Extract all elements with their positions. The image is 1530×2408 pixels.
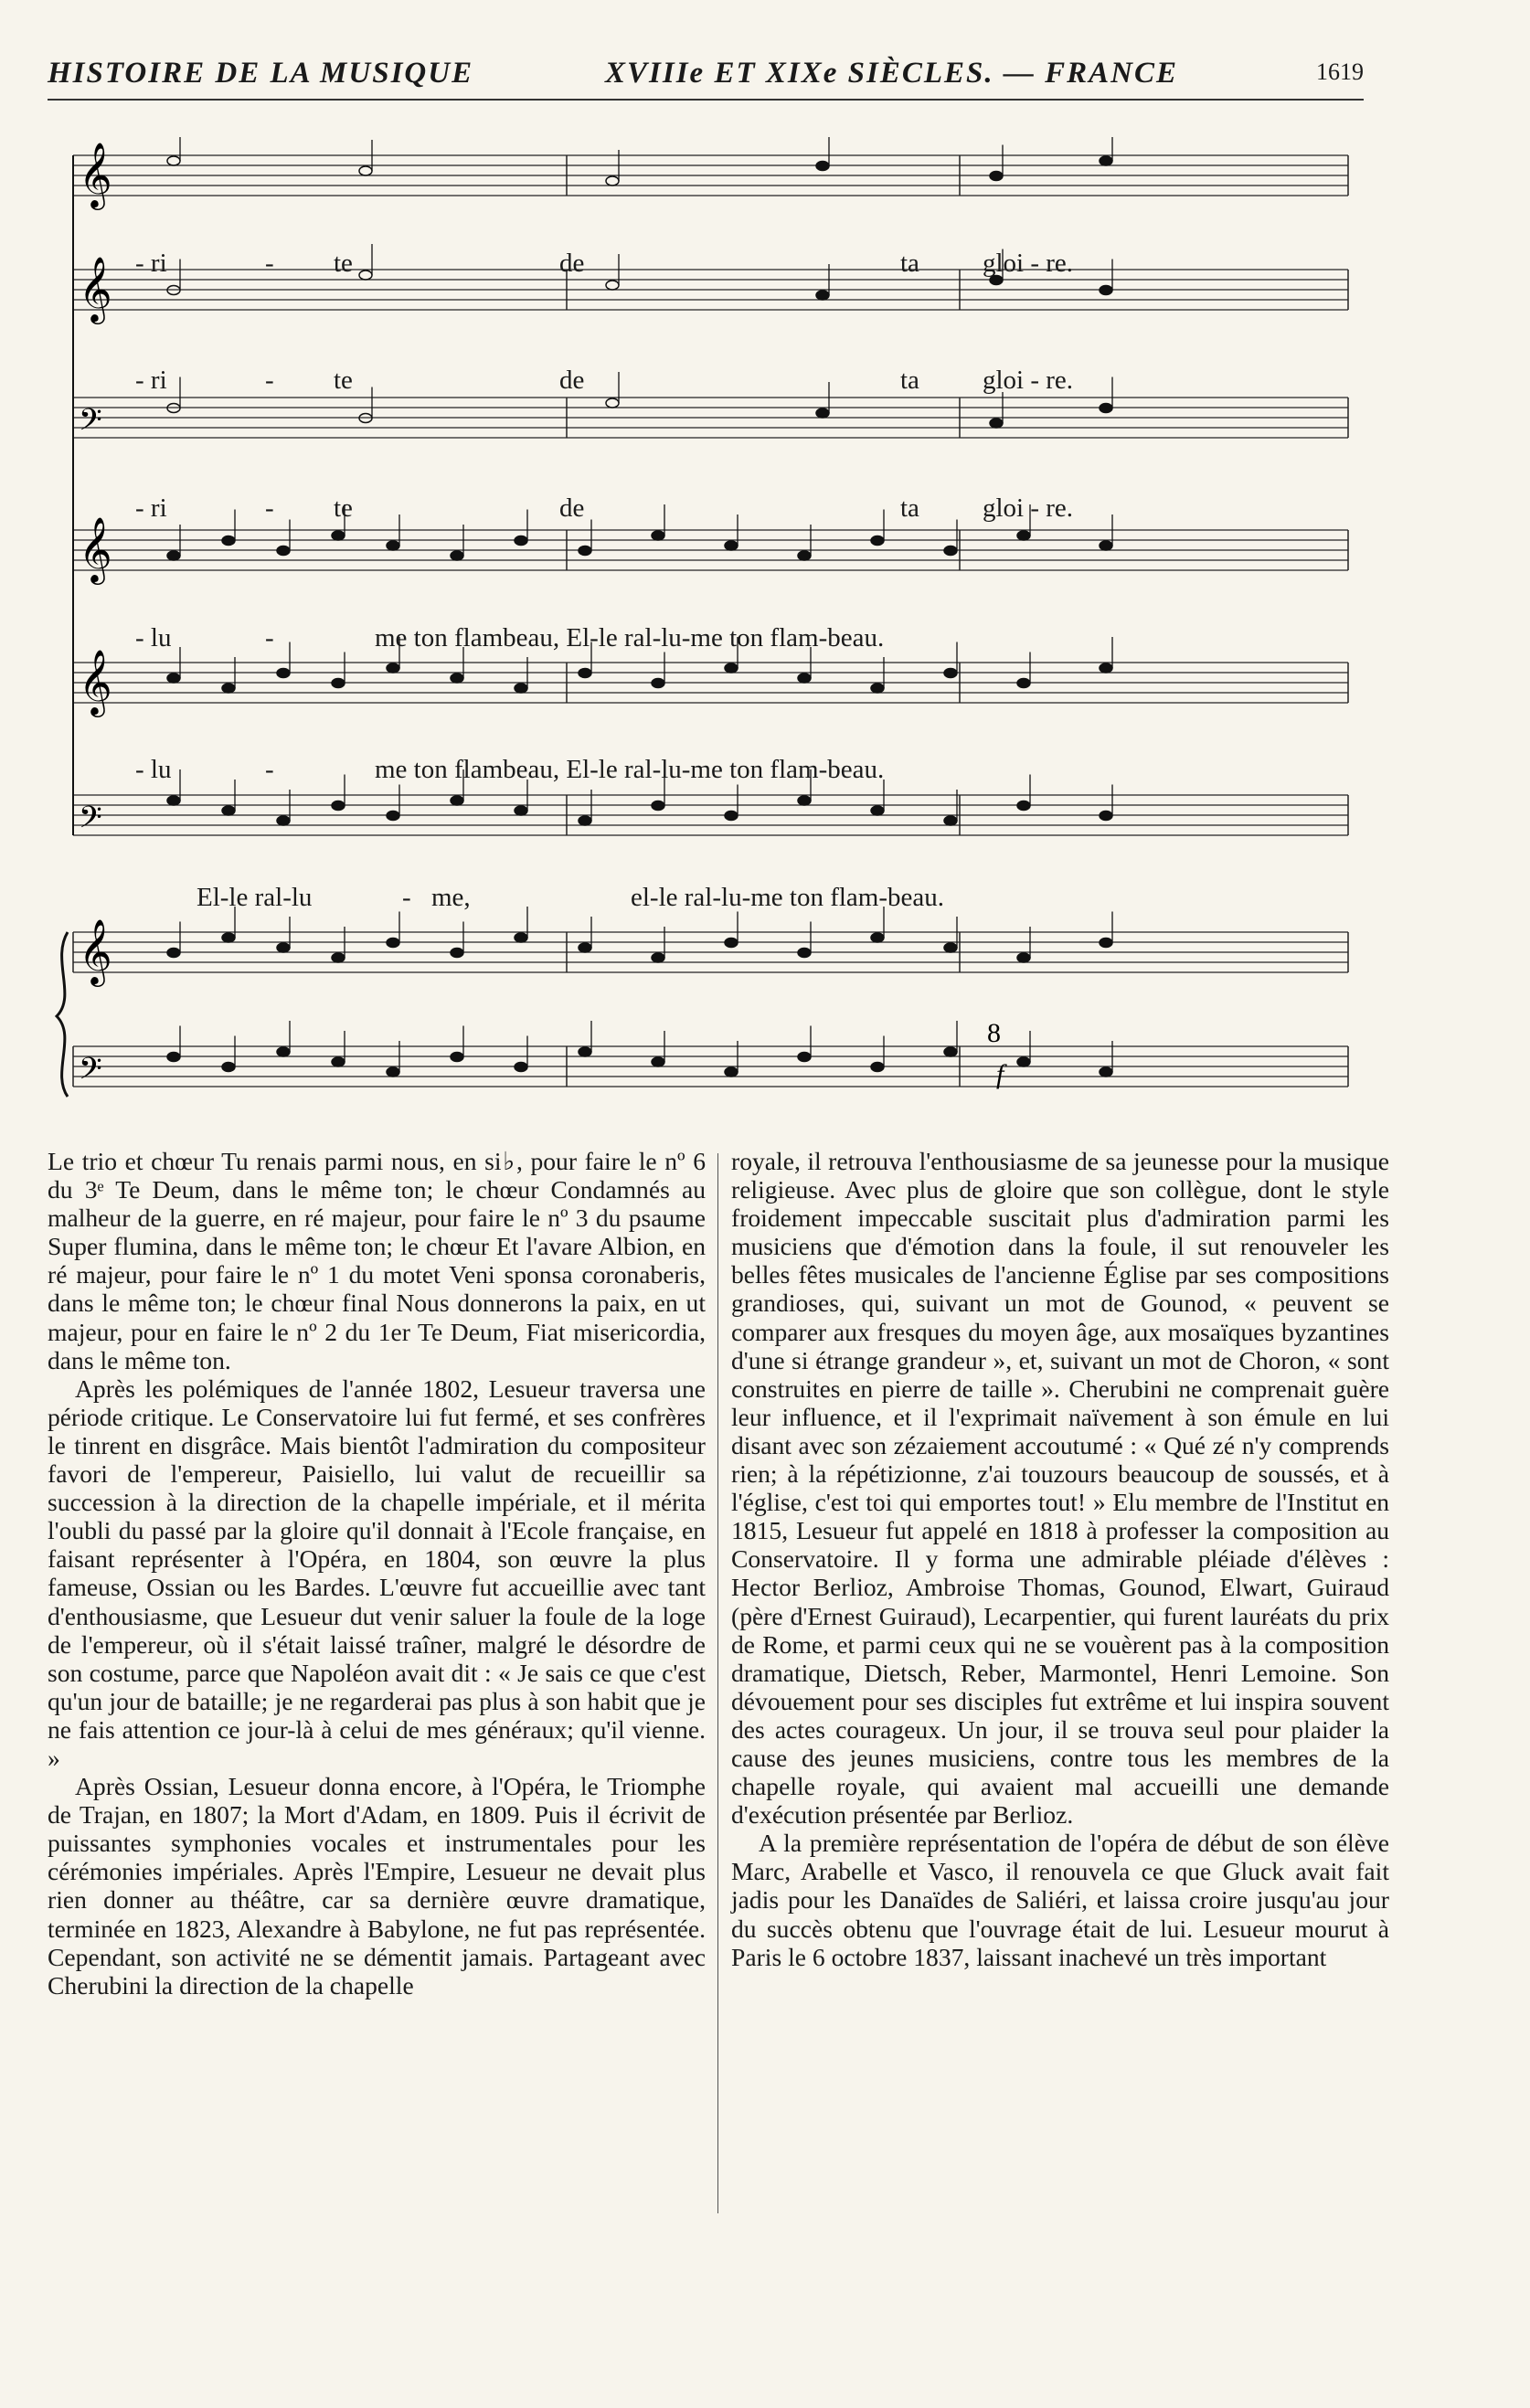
notehead	[816, 162, 829, 171]
notehead	[515, 806, 527, 815]
notehead	[277, 943, 290, 952]
notehead	[222, 1063, 235, 1072]
paragraph: A la première représentation de l'opéra de début de son élève Marc, Arabelle et Vasco, il renouvela ce que Gluck avait fait jadis pour les Danaïdes de Saliéri, et laissa croire jusqu'au jour du succès obtenu que l'ouvrage était de lui. Lesueur mourut à Paris le 6 octobre 1837, laissant inachevé un très important	[731, 1829, 1389, 1971]
dynamic-marking: f	[996, 1059, 1004, 1089]
notehead	[1100, 939, 1112, 948]
lyric-syllable: me,	[431, 883, 471, 912]
notehead	[798, 796, 811, 805]
bass-clef: 𝄢	[79, 1052, 102, 1094]
notehead	[579, 1047, 591, 1056]
brace	[57, 932, 68, 1097]
page-number: 1619	[1316, 58, 1364, 85]
notehead	[725, 939, 738, 948]
lyric-syllable: -	[265, 366, 274, 395]
notehead	[798, 1053, 811, 1062]
notehead	[1100, 663, 1112, 673]
treble-clef: 𝄞	[79, 648, 112, 715]
notehead	[606, 176, 619, 186]
running-header	[48, 57, 1364, 102]
notehead	[1100, 404, 1112, 413]
notehead	[871, 684, 884, 693]
lyric-syllable: ta	[900, 493, 919, 523]
notehead	[515, 1063, 527, 1072]
notehead	[387, 939, 399, 948]
score-staves	[55, 137, 1353, 1106]
notehead	[1100, 1067, 1112, 1077]
notehead	[798, 674, 811, 683]
notehead	[990, 172, 1003, 181]
header-title: HISTOIRE DE LA MUSIQUE	[48, 57, 474, 90]
notehead	[277, 546, 290, 556]
notehead	[167, 156, 180, 165]
notehead	[387, 812, 399, 821]
lyric-syllable: ta	[900, 249, 919, 278]
notehead	[277, 669, 290, 678]
notehead	[387, 663, 399, 673]
notehead	[332, 1057, 345, 1066]
notehead	[359, 271, 372, 280]
notehead	[451, 796, 463, 805]
lyric-syllable: te	[334, 493, 353, 523]
notehead	[387, 541, 399, 550]
notehead	[725, 541, 738, 550]
notehead	[1100, 812, 1112, 821]
lyric-syllable: - ri	[135, 366, 167, 395]
notehead	[332, 953, 345, 962]
notehead	[167, 949, 180, 958]
notehead	[332, 531, 345, 540]
notehead	[871, 933, 884, 942]
notehead	[515, 933, 527, 942]
notehead	[871, 806, 884, 815]
notehead	[222, 933, 235, 942]
lyric-syllable: te	[334, 366, 353, 395]
notehead	[222, 806, 235, 815]
notehead	[222, 536, 235, 546]
notehead	[725, 663, 738, 673]
notehead	[515, 536, 527, 546]
lyric-syllable: - ri	[135, 249, 167, 278]
paragraph: Après Ossian, Lesueur donna encore, à l'Opéra, le Triomphe de Trajan, en 1807; la Mort d'Adam, en 1809. Puis il écrivit de puissantes symphonies vocales et instrumentales pour les cérémonies impériales. Après l'Empire, Lesueur ne devait plus rien donner au théâtre, car sa dernière œuvre dramatique, terminée en 1823, Alexandre à Babylone, ne fut pas représentée. Cependant, son activité ne se démentit jamais. Partageant avec Cherubini la direction de la chapelle	[48, 1772, 706, 2000]
lyric-syllable: -	[265, 623, 274, 652]
lyric-syllable: - lu	[135, 623, 172, 652]
notehead	[277, 816, 290, 825]
lyric-syllable: gloi - re.	[983, 249, 1074, 278]
lyric-syllable: te	[334, 249, 353, 278]
notehead	[652, 531, 664, 540]
notehead	[451, 674, 463, 683]
lyric-syllable: -	[402, 883, 411, 912]
notehead	[816, 408, 829, 418]
lyric-syllable: El-le ral-lu	[197, 883, 313, 912]
notehead	[944, 1047, 957, 1056]
notehead	[167, 796, 180, 805]
notehead	[606, 398, 619, 408]
notehead	[1017, 953, 1030, 962]
lyric-syllable: - lu	[135, 755, 172, 784]
notehead	[515, 684, 527, 693]
notehead	[944, 943, 957, 952]
treble-clef: 𝄞	[79, 255, 112, 322]
treble-clef: 𝄞	[79, 141, 112, 207]
notehead	[816, 291, 829, 300]
lyric-syllable: ta	[900, 366, 919, 395]
notehead	[277, 1047, 290, 1056]
notehead	[1100, 156, 1112, 165]
notehead	[798, 551, 811, 560]
notehead	[798, 949, 811, 958]
bass-clef: 𝄢	[79, 403, 102, 445]
notehead	[579, 669, 591, 678]
notehead	[1100, 286, 1112, 295]
bass-clef: 𝄢	[79, 801, 102, 843]
lyric-syllable: de	[559, 366, 585, 395]
notehead	[1100, 541, 1112, 550]
notehead	[167, 551, 180, 560]
notehead	[451, 949, 463, 958]
notehead	[1017, 1057, 1030, 1066]
lyric-syllable: -	[265, 493, 274, 523]
notehead	[725, 812, 738, 821]
notehead	[1017, 801, 1030, 811]
text-column-right	[731, 1147, 1389, 1971]
lyric-syllable: -	[265, 249, 274, 278]
notehead	[167, 674, 180, 683]
notehead	[579, 943, 591, 952]
notehead	[725, 1067, 738, 1077]
notehead	[652, 953, 664, 962]
notehead	[871, 536, 884, 546]
lyric-syllable: de	[559, 249, 585, 278]
notehead	[359, 166, 372, 175]
lyric-syllable: -	[265, 755, 274, 784]
lyric-syllable: de	[559, 493, 585, 523]
notehead	[944, 669, 957, 678]
notehead	[167, 1053, 180, 1062]
paragraph: Après les polémiques de l'année 1802, Lesueur traversa une période critique. Le Conservatoire lui fut fermé, et ses confrères le tinrent en disgrâce. Mais bientôt l'admiration du compositeur favori de l'empereur, Paisiello, lui valut de recueillir sa succession à la direction de la chapelle impériale, et il mérita l'oubli du passé par la gloire qu'il donnait à l'Ecole française, en faisant représenter à l'Opéra, en 1804, son œuvre la plus fameuse, Ossian ou les Bardes. L'œuvre fut accueillie avec tant d'enthousiasme, que Lesueur dut venir saluer la foule de la loge de l'empereur, où il s'était laissé traîner, malgré le désordre de son costume, parce que Napoléon avait dit : « Je sais ce que c'est qu'un jour de bataille; je ne regarderai pas plus à son habit que je ne fais attention ce jour-là à celui de mes généraux; qu'il vienne. »	[48, 1374, 706, 1772]
notehead	[990, 419, 1003, 428]
notehead	[652, 801, 664, 811]
notehead	[871, 1063, 884, 1072]
notehead	[387, 1067, 399, 1077]
lyric-syllable: me ton flambeau, El-le ral-lu-me ton flam-beau.	[375, 755, 885, 784]
lyric-syllable: gloi - re.	[983, 493, 1074, 523]
notehead	[1017, 679, 1030, 688]
notehead	[1017, 531, 1030, 540]
notehead	[579, 816, 591, 825]
paragraph: Le trio et chœur Tu renais parmi nous, en si♭, pour faire le nº 6 du 3ᵉ Te Deum, dans le même ton; le chœur Condamnés au malheur de la guerre, en ré majeur, pour faire le nº 3 du psaume Super flumina, dans le même ton; le chœur Et l'avare Albion, en ré majeur, pour faire le nº 1 du motet Veni sponsa coronaberis, dans le même ton; le chœur final Nous donnerons la paix, en ut majeur, pour en faire le nº 2 du 1er Te Deum, Fiat misericordia, dans le même ton.	[48, 1147, 706, 1374]
lyric-syllable: - ri	[135, 493, 167, 523]
lyric-syllable: me ton flambeau, El-le ral-lu-me ton flam-beau.	[375, 623, 885, 652]
notehead	[579, 546, 591, 556]
header-subtitle: XVIIIe ET XIXe SIÈCLES. — FRANCE	[605, 57, 1178, 90]
notehead	[451, 1053, 463, 1062]
notehead	[222, 684, 235, 693]
notehead	[332, 801, 345, 811]
notehead	[652, 1057, 664, 1066]
header-rule	[48, 99, 1364, 101]
notehead	[606, 281, 619, 290]
notehead	[332, 679, 345, 688]
octave-mark: 8	[987, 1018, 1001, 1048]
lyric-syllable: el-le ral-lu-me ton flam-beau.	[631, 883, 945, 912]
notehead	[652, 679, 664, 688]
column-divider	[717, 1153, 718, 2213]
notehead	[451, 551, 463, 560]
text-column-left	[48, 1147, 706, 2000]
treble-clef: 𝄞	[79, 918, 112, 984]
paragraph: royale, il retrouva l'enthousiasme de sa jeunesse pour la musique religieuse. Avec plus de gloire que son collègue, dont le style froidement impeccable suscitait plus d'admiration parmi les musiciens que d'émotion dans la foule, il sut renouveler les belles fêtes musicales de l'ancienne Église par ses compositions grandioses, qui, suivant un mot de Gounod, « peuvent se comparer aux fresques du moyen âge, aux mosaïques byzantines d'une si étrange grandeur », et, suivant un mot de Choron, « sont construites en pierre de taille ». Cherubini ne comprenait guère leur influence, et il l'exprimait naïvement à son émule en lui disant avec son zézaiement accoutumé : « Qué zé n'y comprends rien; à la répétizionne, z'ai touzours beaucoup de soussés, et à l'église, c'est toi qui emportes tout! » Elu membre de l'Institut en 1815, Lesueur fut appelé en 1818 à professer la composition au Conservatoire. Il y forma une admirable pléiade d'élèves : Hector Berlioz, Ambroise Thomas, Gounod, Elwart, Guiraud (père d'Ernest Guiraud), Lecarpentier, qui furent lauréats du prix de Rome, et parmi ceux qui ne se vouèrent pas à la composition dramatique, Dietsch, Reber, Marmontel, Henri Lemoine. Son dévouement pour ses disciples fut extrême et lui inspira souvent des actes courageux. Un jour, il se trouva seul pour plaider la cause des jeunes musiciens, contre tous les membres de la chapelle royale, qui avaient mal accueilli une demande d'exécution présentée par Berlioz.	[731, 1147, 1389, 1830]
lyric-syllable: gloi - re.	[983, 366, 1074, 395]
notehead	[944, 546, 957, 556]
notehead	[944, 816, 957, 825]
treble-clef: 𝄞	[79, 515, 112, 582]
